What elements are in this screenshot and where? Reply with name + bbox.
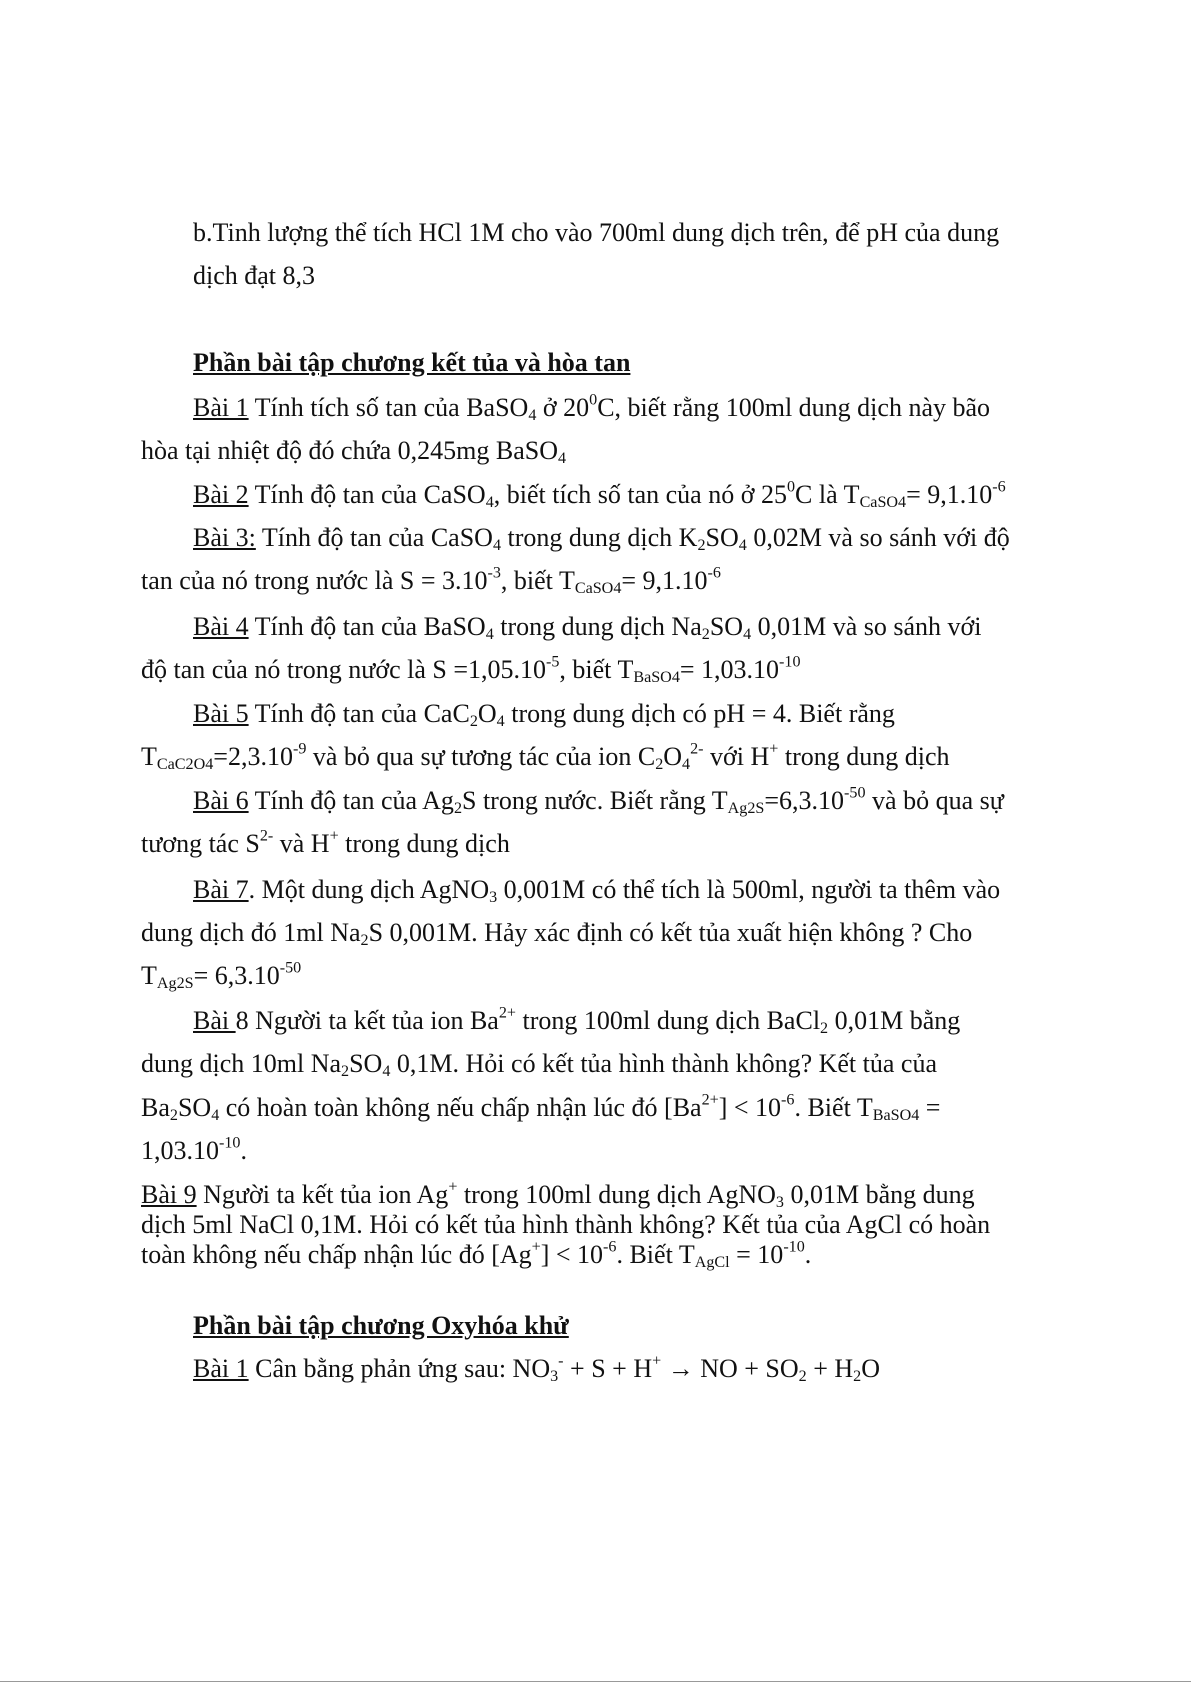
bai8-line-1: Bài 8 Người ta kết tủa ion $Ba^{2+}$ trong 100ml dung dịch BaCl$_2$ 0,01M bằng xyxy=(193,1004,961,1038)
bai6-label: Bài 6 xyxy=(193,786,249,815)
b-part-line-2: dịch đạt 8,3 xyxy=(193,261,316,290)
bai5-line-2: $T_{CaC2O4}=2,3.10^{-9}$ và bỏ qua sự tương tác của ion $C_2O_4^{2-}$ với H+ trong dung dịch xyxy=(141,740,950,774)
bai7-label: Bài 7 xyxy=(193,875,249,904)
bai9-line-2: dịch 5ml NaCl 0,1M. Hỏi có kết tủa hình thành không? Kết tủa của AgCl có hoàn xyxy=(141,1210,991,1239)
page-bottom-rule xyxy=(0,1681,1191,1682)
bai7-line-3: $T_{Ag2S}= 6,3.10^{-50}$ xyxy=(141,959,302,993)
bai8-label: Bài xyxy=(193,1006,236,1035)
ox1-line-1: Bài 1 Cân bằng phản ứng sau: $NO_3^- + S + H^+$ → NO + $SO_2 + H_2O$ xyxy=(193,1352,881,1386)
ox1-label: Bài 1 xyxy=(193,1354,249,1383)
bai5-line-1: Bài 5 Tính độ tan của $CaC_2O_4$ trong dung dịch có pH = 4. Biết rằng xyxy=(193,699,895,731)
section-heading-redox: Phần bài tập chương Oxyhóa khử xyxy=(193,1311,569,1340)
bai1-line-2: hòa tại nhiệt độ đó chứa 0,245mg BaSO$_4$ xyxy=(141,436,567,468)
bai3-line-1: Bài 3: Tính độ tan của CaSO$_4$ trong dung dịch $K_2SO_4$ 0,02M và so sánh với độ xyxy=(193,523,1010,555)
bai1-label: Bài 1 xyxy=(193,393,249,422)
bai8-line-3: $Ba_2SO_4$ có hoàn toàn không nếu chấp nhận lúc đó $[Ba^{2+}] < 10^{-6}$. Biết $T_{BaSO4}$ = xyxy=(141,1091,941,1125)
bai2-label: Bài 2 xyxy=(193,480,249,509)
bai4-label: Bài 4 xyxy=(193,612,249,641)
bai6-line-2: tương tác $S^{2-}$ và H+ trong dung dịch xyxy=(141,827,510,858)
bai9-label: Bài 9 xyxy=(141,1180,197,1209)
bai3-line-2: tan của nó trong nước là $S = 3.10^{-3}$, biết $T_{CaSO4}= 9,1.10^{-6}$ xyxy=(141,564,721,598)
bai4-line-1: Bài 4 Tính độ tan của BaSO$_4$ trong dung dịch $Na_2SO_4$ 0,01M và so sánh với xyxy=(193,612,982,644)
b-part-line-1: b.Tinh lượng thể tích HCl 1M cho vào 700ml dung dịch trên, để pH của dung xyxy=(193,218,1000,247)
bai9-line-1: Bài 9 Người ta kết tủa ion Ag+ trong 100ml dung dịch AgNO$_3$ 0,01M bằng dung xyxy=(141,1178,975,1212)
bai4-line-2: độ tan của nó trong nước là $S =1,05.10^{-5}$, biết $T_{BaSO4}= 1,03.10^{-10}$ xyxy=(141,653,801,687)
bai2-line-1: Bài 2 Tính độ tan của CaSO$_4$, biết tích số tan của nó ở $25^0C$ là $T_{CaSO4}= 9,1.10^{-6}$ xyxy=(193,478,1006,512)
bai3-label: Bài 3: xyxy=(193,523,256,552)
section-heading-precipitation: Phần bài tập chương kết tủa và hòa tan xyxy=(193,348,631,377)
bai1-line-1: Bài 1 Tính tích số tan của BaSO$_4$ ở $20^0C$, biết rằng 100ml dung dịch này bão xyxy=(193,391,991,425)
bai8-line-2: dung dịch 10ml $Na_2SO_4$ 0,1M. Hỏi có kết tủa hình thành không? Kết tủa của xyxy=(141,1049,938,1081)
bai6-line-1: Bài 6 Tính độ tan của $Ag_2S$ trong nước. Biết rằng $T_{Ag2S}=6,3.10^{-50}$ và bỏ qua sự xyxy=(193,784,1004,818)
bai5-label: Bài 5 xyxy=(193,699,249,728)
bai7-line-2: dung dịch đó 1ml $Na_2S$ 0,001M. Hảy xác định có kết tủa xuất hiện không ? Cho xyxy=(141,918,973,950)
bai9-line-3: toàn không nếu chấp nhận lúc đó $[Ag^+] < 10^{-6}$. Biết $T_{AgCl} = 10^{-10}$. xyxy=(141,1238,812,1272)
bai8-line-4: $1,03.10^{-10}$. xyxy=(141,1134,247,1165)
bai7-line-1: Bài 7. Một dung dịch AgNO$_3$ 0,001M có thể tích là 500ml, người ta thêm vào xyxy=(193,875,1001,907)
